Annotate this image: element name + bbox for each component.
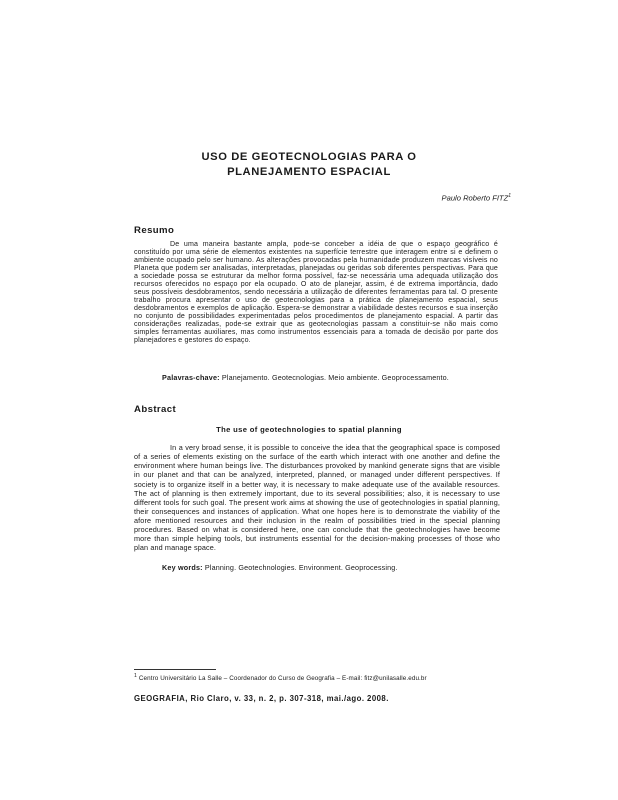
footnote — [134, 673, 427, 682]
author-footnote-mark: 1 — [508, 193, 511, 199]
footnote-divider — [134, 669, 216, 670]
resumo-heading: Resumo — [134, 225, 175, 236]
journal-citation: GEOGRAFIA, Rio Claro, v. 33, n. 2, p. 307-318, mai./ago. 2008. — [134, 694, 389, 703]
author-name-text: Paulo Roberto FITZ — [441, 193, 509, 203]
abstract-subtitle: The use of geotechnologies to spatial planning — [216, 425, 402, 434]
footnote-mark: 1 — [134, 673, 138, 679]
resumo-keywords-label: Palavras-chave: — [162, 373, 220, 382]
resumo-keywords — [162, 373, 449, 382]
abstract-keywords-list: Planning. Geotechnologies. Environment. Geoprocessing. — [204, 563, 398, 572]
abstract-keywords-label: Key words: — [162, 563, 203, 572]
resumo-keywords-list: Planejamento. Geotecnologias. Meio ambiente. Geoprocessamento. — [221, 373, 449, 382]
paper-title-line-2: PLANEJAMENTO ESPACIAL — [227, 166, 391, 178]
footnote-text: Centro Universitário La Salle – Coordenador do Curso de Geografia – E-mail: fitz@unilasalle.edu.br — [138, 675, 427, 683]
resumo-body: De uma maneira bastante ampla, pode-se conceber a idéia de que o espaço geográfico é constituído por uma série de elementos existentes na superfície terrestre que interagem entre si e definem o ambiente ocupado pelo ser humano. As alterações provocadas pela humanidade produzem marcas visíveis no Planeta que podem ser analisadas, interpretadas, planejadas ou geridas sob diferentes perspectivas. Para que a sociedade possa se estruturar da melhor forma possível, faz-se necessária uma adequada utilização dos recursos oferecidos no espaço por ela ocupado. O ato de planejar, assim, é de extrema importância, dado seus possíveis desdobramentos, sendo necessária a utilização de diferentes ferramentas para tal. O presente trabalho procura apresentar o uso de geotecnologias para a prática de planejamento espacial, seus desdobramentos e exemplos de aplicação. Espera-se demonstrar a viabilidade destes recursos e sua inserção no conjunto de possibilidades experimentadas pelos procedimentos de planejamento espacial. A partir das considerações realizadas, pode-se extrair que as geotecnologias passam a constituir-se não mais como simples ferramentas auxiliares, mas como instrumentos essenciais para a tomada de decisão por parte dos planejadores e gestores do espaço. — [134, 241, 498, 345]
abstract-keywords — [162, 563, 398, 572]
paper-title — [0, 150, 618, 180]
paper-title-line-1: USO DE GEOTECNOLOGIAS PARA O — [201, 151, 417, 163]
author-name — [442, 193, 511, 203]
abstract-heading: Abstract — [134, 404, 177, 415]
abstract-body: In a very broad sense, it is possible to conceive the idea that the geographical space is composed of a series of elements existing on the surface of the earth which interact with one another and define the environment where human beings live. The disturbances provoked by mankind generate signs that are visible in our planet and that can be analyzed, interpreted, planned, or managed under different perspectives. If society is to organize itself in a better way, it is necessary to make adequate use of the available resources. The act of planning is then extremely important, due to its several possibilities; also, it is necessary to use different tools for such goal. The present work aims at showing the use of geotechnologies in spatial planning, their consequences and instances of application. What one hopes here is to demonstrate the viability of the afore mentioned resources and their inclusion in the realm of possibilities tried in the special planning procedures. Based on what is considered here, one can conclude that the geotechnologies have become more than simple helping tools, but instruments essential for the decision-making processes of those who plan and manage space. — [134, 443, 500, 553]
